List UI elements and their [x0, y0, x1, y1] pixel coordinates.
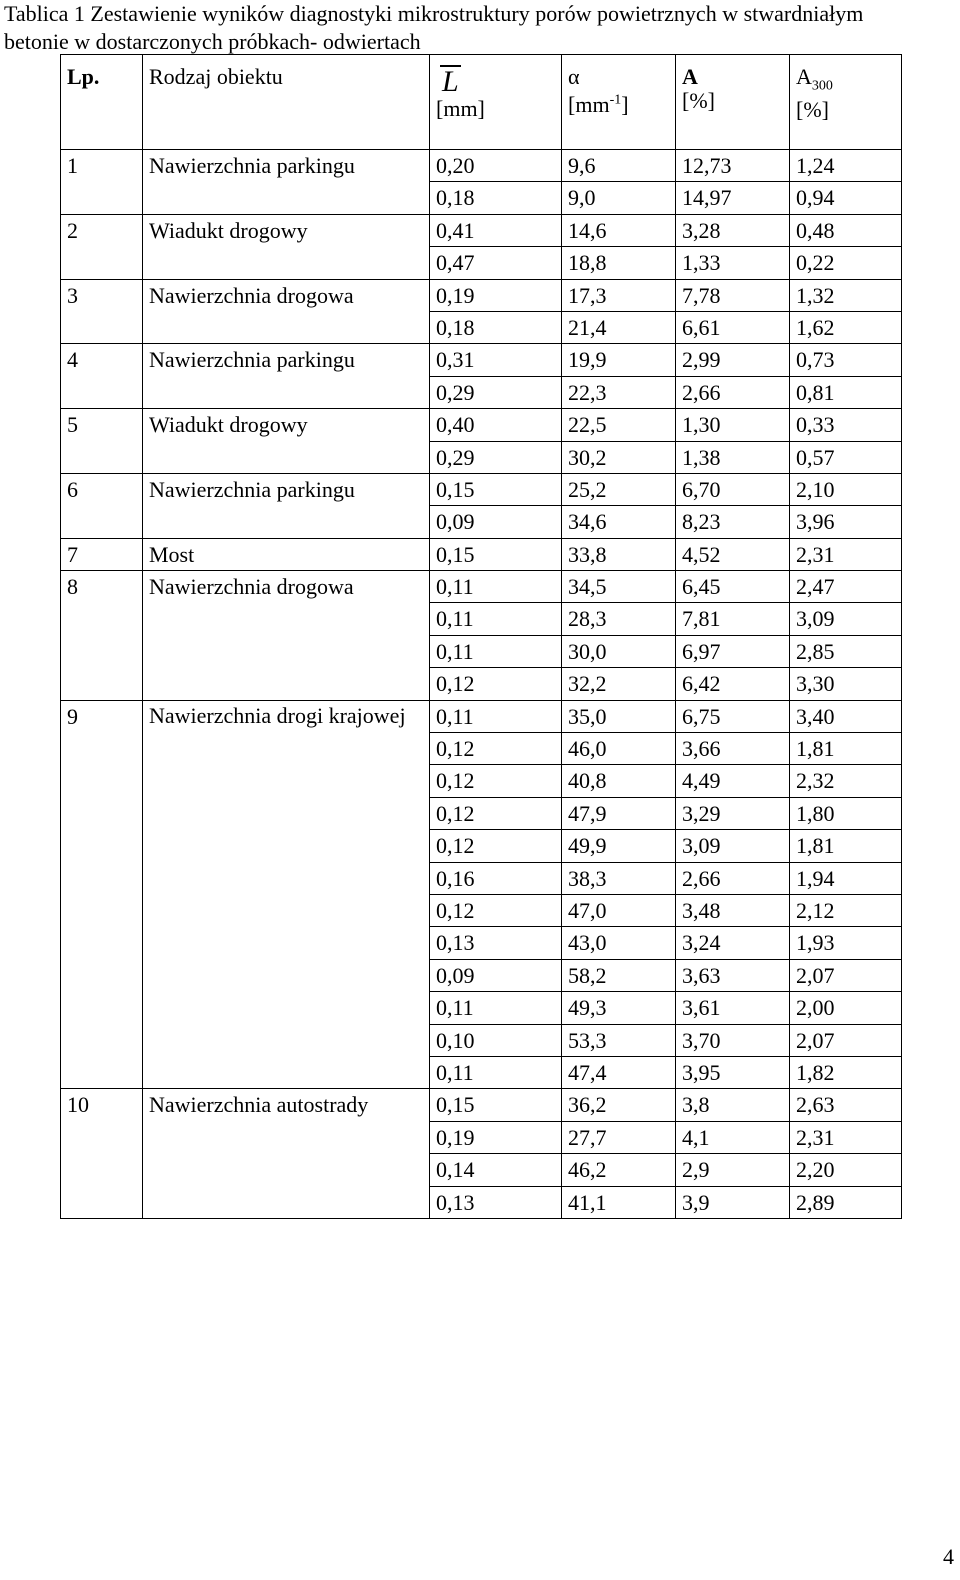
row-l-value: 0,12 [430, 765, 562, 797]
row-l-value: 0,13 [430, 1186, 562, 1218]
row-alpha-value: 25,2 [562, 473, 676, 505]
row-alpha-value: 30,0 [562, 635, 676, 667]
row-object-type: Wiadukt drogowy [143, 409, 430, 474]
table-row [61, 1089, 902, 1121]
table-row [61, 279, 902, 311]
row-l-value: 0,12 [430, 797, 562, 829]
row-a300-value: 1,24 [790, 150, 902, 182]
row-alpha-value: 34,5 [562, 571, 676, 603]
row-alpha-value: 34,6 [562, 506, 676, 538]
header-l [430, 55, 562, 150]
row-a-value: 3,95 [676, 1056, 790, 1088]
row-alpha-value: 14,6 [562, 214, 676, 246]
row-lp: 7 [61, 538, 143, 570]
row-l-value: 0,14 [430, 1154, 562, 1186]
row-lp: 4 [61, 344, 143, 409]
row-a-value: 2,66 [676, 862, 790, 894]
row-lp: 9 [61, 700, 143, 1089]
row-l-value: 0,29 [430, 441, 562, 473]
row-alpha-value: 40,8 [562, 765, 676, 797]
row-l-value: 0,12 [430, 668, 562, 700]
row-a-value: 7,81 [676, 603, 790, 635]
row-l-value: 0,19 [430, 279, 562, 311]
row-a-value: 3,70 [676, 1024, 790, 1056]
row-a-value: 2,66 [676, 376, 790, 408]
row-a-value: 2,9 [676, 1154, 790, 1186]
row-alpha-value: 46,0 [562, 733, 676, 765]
row-a300-value: 2,20 [790, 1154, 902, 1186]
row-l-value: 0,12 [430, 830, 562, 862]
table-row [61, 344, 902, 376]
row-l-value: 0,29 [430, 376, 562, 408]
row-l-value: 0,15 [430, 538, 562, 570]
row-a300-value: 2,85 [790, 635, 902, 667]
table-caption: Tablica 1 Zestawienie wyników diagnostyki mikrostruktury porów powietrznych w stwardniałym betonie w dostarczonych próbkach- odwiertach [4, 1, 864, 54]
row-a300-value: 2,07 [790, 959, 902, 991]
header-a [676, 55, 790, 150]
row-object-type: Wiadukt drogowy [143, 214, 430, 279]
row-a300-value: 3,40 [790, 700, 902, 732]
row-l-value: 0,11 [430, 1056, 562, 1088]
row-lp: 10 [61, 1089, 143, 1219]
row-a300-value: 2,89 [790, 1186, 902, 1218]
row-object-type: Nawierzchnia drogowa [143, 279, 430, 344]
row-l-value: 0,11 [430, 992, 562, 1024]
table-row [61, 538, 902, 570]
page-number: 4 [943, 1544, 954, 1569]
row-object-type: Nawierzchnia parkingu [143, 344, 430, 409]
row-a300-value: 2,31 [790, 538, 902, 570]
row-lp: 3 [61, 279, 143, 344]
row-a300-value: 2,12 [790, 894, 902, 926]
row-a300-value: 1,32 [790, 279, 902, 311]
header-row [61, 55, 902, 150]
row-lp: 2 [61, 214, 143, 279]
row-alpha-value: 47,0 [562, 894, 676, 926]
row-a-value: 4,49 [676, 765, 790, 797]
row-l-value: 0,10 [430, 1024, 562, 1056]
table-row [61, 150, 902, 182]
row-l-value: 0,16 [430, 862, 562, 894]
a-symbol: A [682, 64, 698, 89]
row-a-value: 6,70 [676, 473, 790, 505]
row-a-value: 3,24 [676, 927, 790, 959]
row-alpha-value: 18,8 [562, 247, 676, 279]
row-alpha-value: 46,2 [562, 1154, 676, 1186]
row-alpha-value: 36,2 [562, 1089, 676, 1121]
row-alpha-value: 41,1 [562, 1186, 676, 1218]
row-a300-value: 3,30 [790, 668, 902, 700]
row-a-value: 3,61 [676, 992, 790, 1024]
row-a300-value: 1,93 [790, 927, 902, 959]
row-a-value: 6,97 [676, 635, 790, 667]
row-a-value: 4,52 [676, 538, 790, 570]
row-a300-value: 1,94 [790, 862, 902, 894]
row-alpha-value: 38,3 [562, 862, 676, 894]
row-a300-value: 3,96 [790, 506, 902, 538]
results-table [60, 54, 902, 1219]
row-lp: 5 [61, 409, 143, 474]
header-a300 [790, 55, 902, 150]
row-alpha-value: 53,3 [562, 1024, 676, 1056]
row-a300-value: 0,22 [790, 247, 902, 279]
table-row [61, 473, 902, 505]
l-unit: [mm] [436, 96, 485, 121]
row-a-value: 3,28 [676, 214, 790, 246]
row-object-type: Nawierzchnia drogowa [143, 571, 430, 701]
row-alpha-value: 21,4 [562, 311, 676, 343]
row-l-value: 0,11 [430, 603, 562, 635]
a-unit: [%] [682, 88, 715, 113]
row-a-value: 6,61 [676, 311, 790, 343]
row-a-value: 14,97 [676, 182, 790, 214]
row-a300-value: 1,80 [790, 797, 902, 829]
row-object-type: Nawierzchnia drogi krajowej [143, 700, 430, 1089]
row-a-value: 3,63 [676, 959, 790, 991]
row-object-type: Nawierzchnia parkingu [143, 150, 430, 215]
row-a-value: 1,30 [676, 409, 790, 441]
row-alpha-value: 47,4 [562, 1056, 676, 1088]
row-a300-value: 0,73 [790, 344, 902, 376]
row-a300-value: 1,62 [790, 311, 902, 343]
table-row [61, 700, 902, 732]
row-l-value: 0,15 [430, 473, 562, 505]
table-row [61, 214, 902, 246]
row-object-type: Nawierzchnia autostrady [143, 1089, 430, 1219]
row-alpha-value: 47,9 [562, 797, 676, 829]
row-l-value: 0,09 [430, 959, 562, 991]
row-a-value: 6,42 [676, 668, 790, 700]
row-alpha-value: 22,5 [562, 409, 676, 441]
header-lp: Lp. [61, 55, 143, 150]
row-object-type: Most [143, 538, 430, 570]
row-l-value: 0,11 [430, 700, 562, 732]
row-l-value: 0,11 [430, 571, 562, 603]
row-l-value: 0,18 [430, 182, 562, 214]
row-alpha-value: 49,3 [562, 992, 676, 1024]
row-alpha-value: 58,2 [562, 959, 676, 991]
a300-unit: [%] [796, 97, 829, 123]
row-a-value: 3,66 [676, 733, 790, 765]
row-lp: 1 [61, 150, 143, 215]
row-a300-value: 2,31 [790, 1121, 902, 1153]
row-alpha-value: 49,9 [562, 830, 676, 862]
row-a-value: 3,09 [676, 830, 790, 862]
row-l-value: 0,12 [430, 894, 562, 926]
row-l-value: 0,19 [430, 1121, 562, 1153]
row-a300-value: 0,33 [790, 409, 902, 441]
row-a-value: 7,78 [676, 279, 790, 311]
row-a-value: 3,9 [676, 1186, 790, 1218]
row-a300-value: 2,32 [790, 765, 902, 797]
alpha-unit: $[mm^{-1}]$ [568, 92, 629, 118]
row-a300-value: 0,94 [790, 182, 902, 214]
row-a-value: 1,33 [676, 247, 790, 279]
row-lp: 6 [61, 473, 143, 538]
row-a300-value: 0,48 [790, 214, 902, 246]
row-l-value: 0,31 [430, 344, 562, 376]
row-a300-value: 2,10 [790, 473, 902, 505]
row-a300-value: 3,09 [790, 603, 902, 635]
row-a-value: 3,48 [676, 894, 790, 926]
row-a-value: 12,73 [676, 150, 790, 182]
row-alpha-value: 19,9 [562, 344, 676, 376]
row-alpha-value: 43,0 [562, 927, 676, 959]
row-a300-value: 0,81 [790, 376, 902, 408]
row-a300-value: 0,57 [790, 441, 902, 473]
row-a300-value: 2,07 [790, 1024, 902, 1056]
row-alpha-value: 28,3 [562, 603, 676, 635]
row-l-value: 0,15 [430, 1089, 562, 1121]
row-alpha-value: 27,7 [562, 1121, 676, 1153]
row-alpha-value: 9,6 [562, 150, 676, 182]
row-a300-value: 1,81 [790, 733, 902, 765]
row-a-value: 8,23 [676, 506, 790, 538]
header-object-type: Rodzaj obiektu [143, 55, 430, 150]
row-alpha-value: 30,2 [562, 441, 676, 473]
row-alpha-value: 22,3 [562, 376, 676, 408]
row-a300-value: 1,82 [790, 1056, 902, 1088]
row-alpha-value: 9,0 [562, 182, 676, 214]
row-l-value: 0,47 [430, 247, 562, 279]
row-alpha-value: 35,0 [562, 700, 676, 732]
row-l-value: 0,18 [430, 311, 562, 343]
alpha-symbol: α [568, 64, 580, 89]
row-alpha-value: 33,8 [562, 538, 676, 570]
table-row [61, 571, 902, 603]
row-a300-value: 2,47 [790, 571, 902, 603]
a300-symbol: $A_{300}$ [796, 64, 833, 94]
row-a300-value: 2,00 [790, 992, 902, 1024]
row-l-value: 0,40 [430, 409, 562, 441]
row-object-type: Nawierzchnia parkingu [143, 473, 430, 538]
table-row [61, 409, 902, 441]
row-a-value: 6,75 [676, 700, 790, 732]
l-bar-symbol: L [442, 65, 459, 98]
header-alpha [562, 55, 676, 150]
row-l-value: 0,20 [430, 150, 562, 182]
row-a-value: 1,38 [676, 441, 790, 473]
row-a-value: 6,45 [676, 571, 790, 603]
row-alpha-value: 17,3 [562, 279, 676, 311]
row-l-value: 0,11 [430, 635, 562, 667]
row-l-value: 0,12 [430, 733, 562, 765]
row-a-value: 3,29 [676, 797, 790, 829]
row-a300-value: 1,81 [790, 830, 902, 862]
row-l-value: 0,13 [430, 927, 562, 959]
row-a-value: 2,99 [676, 344, 790, 376]
row-lp: 8 [61, 571, 143, 701]
row-a-value: 4,1 [676, 1121, 790, 1153]
row-alpha-value: 32,2 [562, 668, 676, 700]
row-a-value: 3,8 [676, 1089, 790, 1121]
row-a300-value: 2,63 [790, 1089, 902, 1121]
row-l-value: 0,41 [430, 214, 562, 246]
row-l-value: 0,09 [430, 506, 562, 538]
